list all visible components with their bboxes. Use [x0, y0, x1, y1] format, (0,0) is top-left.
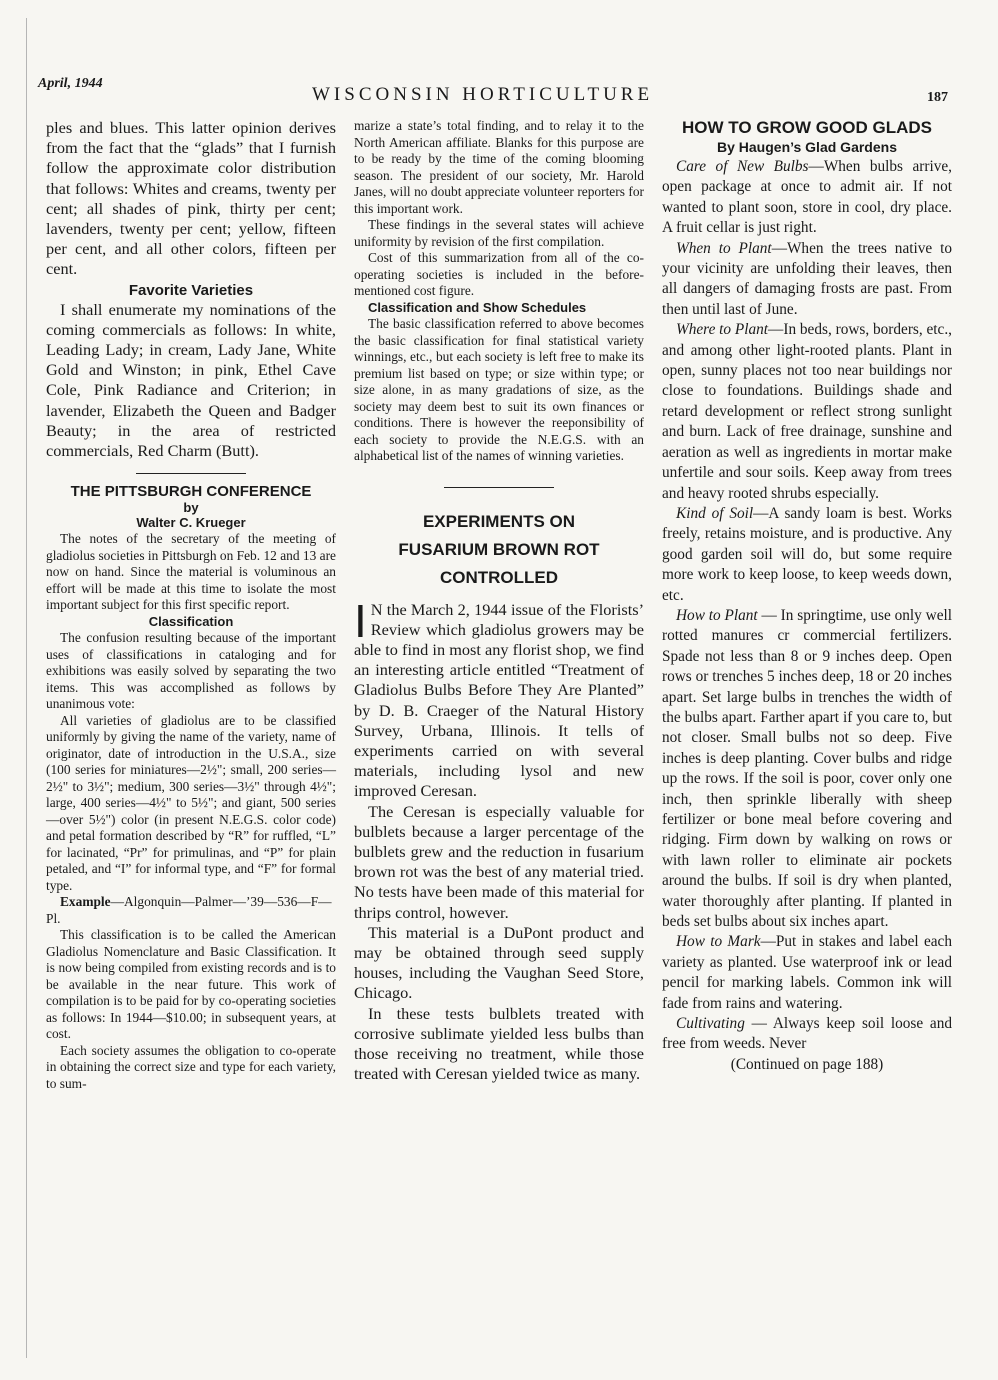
pittsburgh-body	[46, 531, 336, 1092]
pittsburgh-title: THE PITTSBURGH CONFERENCE	[70, 483, 312, 501]
where-text: —In beds, rows, borders, etc., and among other light-rooted plants. Plant in open, sunny places not too near buildings nor close to foundations. Buildings shade and retard development or reflect strong sunlight and burn. Lack of free drainage, sunshine and aeration as well as ingredients in mortar make unfertile and sour soils. Keep away from trees and heavy rooted shrubs especially.	[662, 321, 952, 502]
when-paragraph	[662, 239, 952, 321]
continued-p2: These findings in the several states will achieve uniformity by revision of the first compilation.	[354, 217, 644, 249]
how-text: — In springtime, use only well rotted manures cr commercial fertilizers. Spade not less than 8 or 9 inches deep. Open rows or trenches 5 inches deep, 18 or 20 inches apart. Set large bulbs in trenches the width of the bulbs apart. Farther apart if you care to, but not closer. Small bulbs not so deep. Five inches is deep planting. Cover bulbs and ridge up the rows. If the soil is poor, cover only one inch, then sprinkle liberally with sheep fertilizer or bone meal before covering and ridging. Firm down by walking on rows or with lawn roller to eliminate air pockets around the bulbs. If soil is dry when planted, water thoroughly after planting. If planted in beds set bulbs about six inches apart.	[662, 606, 952, 931]
cultivating-paragraph	[662, 1014, 952, 1055]
care-text: —When bulbs arrive, open package at once to admit air. If not wanted to plant soon, store in cool, dry place. A fruit cellar is just right.	[662, 158, 953, 237]
mark-paragraph	[662, 932, 952, 1014]
fusarium-headline-line-2: FUSARIUM BROWN ROT	[398, 539, 600, 559]
fusarium-p1-text: N the March 2, 1944 issue of the Florists’ Review which gladiolus growers may be able to find in most any florist shop, we find an interesting article entitled “Treatment of Gladiolus Bulbs Before They Are Planted” by D. B. Craeger of the Natural History Survey, Urbana, Illinois. It tells of experiments carried on with several materials, including lysol and new improved Ceresan.	[354, 599, 644, 801]
drop-cap: I	[354, 594, 367, 647]
header-page-number: 187	[927, 90, 948, 105]
care-paragraph	[662, 157, 952, 239]
continued-note: (Continued on page 188)	[730, 1055, 884, 1073]
when-text: —When the trees native to your vicinity are unfolding their leaves, then all dangers of damaging frosts are past. From then until last of June.	[662, 239, 952, 318]
section-divider	[136, 473, 246, 474]
cultivating-text: — Always keep soil loose and free from weeds. Never	[662, 1015, 952, 1053]
fusarium-p4: In these tests bulblets treated with corrosive sublimate yielded less bulbs than those receiving no treatment, while those treated with Ceresan yielded twice as many.	[354, 1003, 644, 1084]
favorite-varieties-paragraph: I shall enumerate my nominations of the coming commercials as follows: In white, Leading Lady; in cream, Lady Jane, White Gold and Winston; in pink, Ethel Cave Cole, Pink Radiance and Criterion; in lavender, Elizabeth the Queen and Badger Beauty; in the area of restricted commercials, Red Charm (Butt).	[46, 299, 336, 461]
pittsburgh-p1: The notes of the secretary of the meeting of gladiolus societies in Pittsburgh on Feb. 12 and 13 are now on hand. Since the material is voluminous an effort will be made at this time to isolate the most important subject for this first specific report.	[46, 531, 336, 613]
how-label: How to Plant	[676, 606, 758, 624]
example-text: —Algonquin—Palmer—’39—536—F—Pl.	[46, 894, 332, 926]
fusarium-p1	[354, 594, 644, 802]
where-label: Where to Plant	[676, 321, 769, 339]
fusarium-p3: This material is a DuPont product and may be obtained through seed supply houses, including the Vaughan Seed Store, Chicago.	[354, 922, 644, 1003]
header-title: WISCONSIN HORTICULTURE	[312, 84, 654, 105]
how-paragraph	[662, 606, 952, 933]
column-3	[662, 118, 952, 1075]
fusarium-body	[354, 594, 644, 1085]
continued-p4: The basic classification referred to above becomes the basic classification for final statistical variety winnings, etc., but each society is left free to make its premium list based on type; or size within type; or size alone, in as many gradations of size, as the society may deem best to suit its own finances or conditions. There is however the reeponsibility of each society to provide the N.E.G.S. with an alphabetical list of the names of winning varieties.	[354, 316, 644, 463]
favorite-varieties-heading: Favorite Varieties	[128, 281, 254, 299]
when-label: When to Plant	[676, 239, 772, 257]
kind-label: Kind of Soil	[676, 504, 754, 522]
mark-text: —Put in stakes and label each variety as planted. Use waterproof ink or lead pencil for marking labels. Common ink will fade from rains and watering.	[662, 933, 952, 1012]
pittsburgh-p3: All varieties of gladiolus are to be classified uniformly by giving the name of the variety, name of originator, date of introduction in the U.S.A., size (100 series for miniatures—2½"; small, 200 series—2½" to 3½"; medium, 300 series—3½" through 4½"; large, 400 series—4½" to 5½"; and giant, 500 series—over 5½") color (in present N.E.G.S. color code) and petal formation described by “R” for ruffled, “L” for lacinated, “Pr” for primulinas, and “P” for plain petaled, and “I” for informal type, and “F” for formal type.	[46, 712, 336, 893]
glads-title: HOW TO GROW GOOD GLADS	[682, 118, 932, 137]
fusarium-p2: The Ceresan is especially valuable for bulblets because a larger percentage of the bulblets grew and the reduction in fusarium brown rot was the best of any material tried. No tests have been made of this material for thrips control, however.	[354, 801, 644, 922]
header-date: April, 1944	[38, 76, 103, 91]
kind-text: —A sandy loam is best. Works freely, retains moisture, and is productive. Any good garden soil will do, but some require more work to keep loose, to keep weeds down, etc.	[662, 504, 953, 604]
pittsburgh-p5: Each society assumes the obligation to co-operate in obtaining the correct size and type for each variety, to sum-	[46, 1042, 336, 1091]
glads-byline: By Haugen’s Glad Gardens	[717, 139, 897, 155]
fusarium-headline	[354, 508, 644, 592]
fusarium-headline-line-1: EXPERIMENTS ON	[422, 511, 576, 531]
continued-p3: Cost of this summarization from all of the co-operating societies is included in the before-mentioned cost figure.	[354, 250, 644, 298]
opinion-section	[46, 118, 336, 461]
classification-heading: Classification	[148, 613, 234, 629]
cultivating-label: Cultivating	[676, 1015, 745, 1033]
example-line	[46, 894, 336, 927]
intro-paragraph: ples and blues. This latter opinion derives from the fact that the “glads” that I furnish follow the approximate color distribution that follows: Whites and creams, twenty per cent; all shades of pink, thirty per cent; lavenders, twenty per cent; yellow, fifteen per cent, and all other colors, fifteen per cent.	[46, 118, 336, 279]
column-1	[46, 118, 336, 1092]
glads-body	[662, 157, 952, 1075]
byline-author: Walter C. Krueger	[136, 515, 246, 531]
byline-by: by	[183, 500, 199, 516]
pittsburgh-p4: This classification is to be called the American Gladiolus Nomenclature and Basic Classification. It is now being compiled from existing records and is to be available in the near future. This work of compilation is to be paid for by co-operating societies as follows: In 1944—$10.00; in subsequent years, at cost.	[46, 927, 336, 1042]
schedules-heading: Classification and Show Schedules	[368, 299, 587, 315]
page-edge-rule	[26, 18, 27, 1358]
care-label: Care of New Bulbs	[676, 158, 809, 175]
where-paragraph	[662, 320, 952, 504]
column-2	[354, 118, 644, 1084]
example-label: Example	[60, 894, 111, 910]
pittsburgh-continued	[354, 118, 644, 465]
pittsburgh-p2: The confusion resulting because of the important uses of classifications in cataloging and for exhibitions was easily solved by separating the two items. This was accomplished as follows by unanimous vote:	[46, 630, 336, 712]
section-divider-2	[444, 487, 554, 488]
mark-label: How to Mark	[676, 933, 761, 951]
fusarium-headline-line-3: CONTROLLED	[439, 567, 559, 587]
continued-p1: marize a state’s total finding, and to relay it to the North American affiliate. Blanks for this purpose are to be ready by the time of the coming blooming season. The president of our society, Mr. Harold Janes, will no doubt appreciate volunteer reporters for this important work.	[354, 118, 644, 216]
kind-paragraph	[662, 504, 952, 606]
